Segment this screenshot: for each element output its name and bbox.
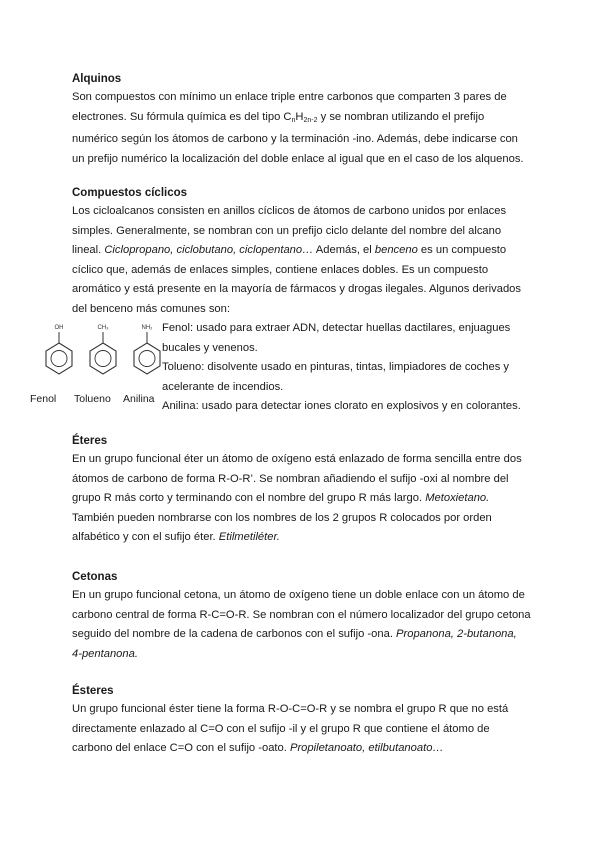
fenol-label: Fenol bbox=[30, 393, 57, 405]
tolueno-description-2: acelerante de incendios. bbox=[162, 380, 284, 393]
eteres-line-3: grupo R más corto y terminando con el nombre del grupo R más largo. Metoxietano. bbox=[72, 492, 490, 505]
ciclicos-line-5: aromático y está presente en la mayoría de fármacos y drogas ilegales. Algunos derivados bbox=[72, 283, 521, 296]
ciclicos-line-6: del benceno más comunes son: bbox=[72, 302, 230, 315]
esteres-line-1: Un grupo funcional éster tiene la forma R-O-C=O-R y se nombra el grupo R que no está bbox=[72, 703, 509, 715]
tolueno-substituent: CH₃ bbox=[97, 325, 109, 331]
tolueno-description: Tolueno: disolvente usado en pinturas, tintas, limpiadores de coches y bbox=[162, 361, 510, 374]
heading-cetonas: Cetonas bbox=[72, 571, 118, 583]
ciclicos-line-4: cíclico que, además de enlaces simples, contiene enlaces dobles. Es un compuesto bbox=[72, 263, 489, 276]
benzene-derivatives-descriptions bbox=[162, 319, 542, 417]
cetonas-line-4: 4-pentanona. bbox=[72, 647, 138, 660]
section-esteres bbox=[72, 682, 532, 759]
esteres-line-3: carbono del enlace C=O con el sufijo -oato. Propiletanoato, etilbutanoato… bbox=[72, 742, 444, 755]
eteres-line-5: alfabético y con el sufijo éter. Etilmetiléter. bbox=[72, 531, 280, 544]
ciclicos-line-3: lineal. Ciclopropano, ciclobutano, ciclopentano… Además, el benceno es un compuesto bbox=[72, 244, 507, 257]
fenol-structure bbox=[36, 321, 82, 381]
alquinos-line-2: electrones. Su fórmula química es del tipo $C_nH_{2n-2}$ y se nombran utilizando el prefijo bbox=[72, 110, 485, 124]
heading-ciclicos: Compuestos cíclicos bbox=[72, 187, 188, 199]
eteres-line-4: También pueden nombrarse con los nombres de los 2 grupos R colocados por orden bbox=[72, 511, 492, 524]
anilina-substituent: NH₂ bbox=[141, 325, 153, 331]
fenol-description: Fenol: usado para extraer ADN, detectar huellas dactilares, enjuagues bbox=[162, 322, 511, 334]
eteres-line-2: átomos de carbono de forma R-O-R’. Se nombran añadiendo el sufijo -oxi al nombre del bbox=[72, 472, 509, 485]
section-eteres bbox=[72, 432, 532, 548]
section-cetonas bbox=[72, 568, 532, 664]
section-ciclicos bbox=[72, 184, 532, 320]
anilina-label: Anilina bbox=[123, 393, 155, 405]
heading-esteres: Ésteres bbox=[72, 685, 114, 697]
tolueno-label: Tolueno bbox=[74, 393, 111, 405]
heading-eteres: Éteres bbox=[72, 435, 108, 447]
cetonas-line-3: seguido del nombre de la cadena de carbonos con el sufijo -ona. Propanona, 2-butanona, bbox=[72, 628, 517, 641]
ciclicos-line-1: Los cicloalcanos consisten en anillos cíclicos de átomos de carbono unidos por enlaces bbox=[72, 205, 507, 217]
cetonas-line-2: carbono central de forma R-C=O-R. Se nombran con el número localizador del grupo cetona bbox=[72, 608, 531, 621]
anilina-description: Anilina: usado para detectar iones clorato en explosivos y en colorantes. bbox=[162, 400, 521, 413]
fenol-description-2: bucales y venenos. bbox=[162, 341, 258, 354]
alquinos-line-4: un prefijo numérico la localización del doble enlace al igual que en el caso de los alquenos. bbox=[72, 152, 524, 165]
benzene-derivatives-figure bbox=[30, 321, 170, 411]
section-alquinos bbox=[72, 70, 532, 169]
alquinos-line-3: numérico según los átomos de carbono y la terminación -ino. Además, debe indicarse con bbox=[72, 133, 518, 146]
fenol-substituent: OH bbox=[54, 325, 64, 331]
tolueno-structure bbox=[80, 321, 126, 381]
heading-alquinos: Alquinos bbox=[72, 73, 122, 85]
cetonas-line-1: En un grupo funcional cetona, un átomo de oxígeno tiene un doble enlace con un átomo de bbox=[72, 589, 525, 601]
eteres-line-1: En un grupo funcional éter un átomo de oxígeno está enlazado de forma sencilla entre dos bbox=[72, 453, 522, 465]
alquinos-line-1: Son compuestos con mínimo un enlace triple entre carbonos que comparten 3 pares de bbox=[72, 91, 507, 103]
esteres-line-2: directamente enlazado al C=O con el sufijo -il y el grupo R que contiene el átomo de bbox=[72, 722, 490, 735]
ciclicos-line-2: simples. Generalmente, se nombran con un prefijo ciclo delante del nombre del alcano bbox=[72, 224, 502, 237]
